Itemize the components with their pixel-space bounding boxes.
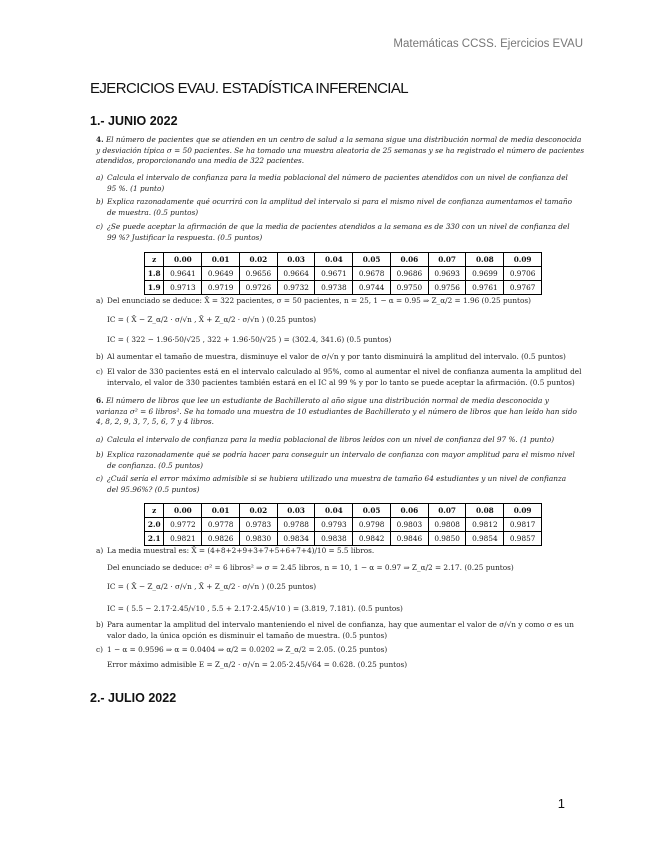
- table-header-cell: 0.01: [202, 504, 240, 518]
- table-z-cell: 1.8: [145, 267, 164, 281]
- question-label: b): [96, 197, 104, 206]
- table-cell: 0.9756: [428, 281, 466, 295]
- table-z-cell: 1.9: [145, 281, 164, 295]
- answer-label: a): [96, 296, 104, 305]
- table-header-cell: 0.08: [466, 504, 504, 518]
- page-number: 1: [557, 796, 565, 811]
- question-label: c): [96, 474, 103, 483]
- table-cell: 0.9783: [239, 518, 277, 532]
- table-cell: 0.9699: [466, 267, 504, 281]
- table-header-cell: 0.09: [504, 253, 542, 267]
- table-header-cell: 0.06: [390, 504, 428, 518]
- table-cell: 0.9641: [164, 267, 202, 281]
- table-header-cell: 0.03: [277, 504, 315, 518]
- table-header-cell: 0.07: [428, 253, 466, 267]
- table-header-cell: 0.01: [202, 253, 240, 267]
- question-label: b): [96, 450, 104, 459]
- table-row: [145, 281, 542, 295]
- table-header-cell: 0.05: [353, 504, 391, 518]
- table-cell: 0.9812: [466, 518, 504, 532]
- table-cell: 0.9798: [353, 518, 391, 532]
- table-cell: 0.9842: [353, 532, 391, 546]
- statement-line: El número de libros que lee un estudiante de Bachillerato al año sigue una distribución normal de media desconocida y: [105, 396, 549, 405]
- question-label: a): [96, 173, 104, 182]
- table-cell: 0.9738: [315, 281, 353, 295]
- table-cell: 0.9649: [202, 267, 240, 281]
- table-cell: 0.9678: [353, 267, 391, 281]
- table-cell: 0.9719: [202, 281, 240, 295]
- section-heading-julio: 2.- JULIO 2022: [90, 691, 177, 705]
- table-cell: 0.9834: [277, 532, 315, 546]
- answer-a-line: Del enunciado se deduce: X̄ = 322 pacientes, σ = 50 pacientes, n = 25, 1 − α = 0.95 ⇒ Z_α/2 = 1.96 (0.25 puntos): [107, 296, 531, 305]
- normal-distribution-table-2: [144, 503, 542, 546]
- table-cell: 0.9854: [466, 532, 504, 546]
- table-cell: 0.9744: [353, 281, 391, 295]
- statement-line: 4, 8, 2, 9, 3, 7, 5, 6, 7 y 4 libros.: [96, 417, 214, 426]
- question-c-line: 99 %? Justificar la respuesta. (0.5 puntos): [107, 232, 263, 242]
- answer-c-line: El valor de 330 pacientes está en el intervalo calculado al 95%, como al aumentar el nivel de confianza aumenta la amplitud del: [107, 367, 582, 376]
- section-heading-junio: 1.- JUNIO 2022: [90, 114, 178, 128]
- answer-a-line: Del enunciado se deduce: σ² = 6 libros² ⇒ σ = 2.45 libros, n = 10, 1 − α = 0.97 ⇒ Z_α/2 = 2.17. (0.25 puntos): [107, 563, 514, 572]
- question-b-line: de confianza. (0.5 puntos): [107, 460, 203, 470]
- table-cell: 0.9706: [504, 267, 542, 281]
- question-a-line: Calcula el intervalo de confianza para la media poblacional de libros leídos con un nivel de confianza del 97 %. (1 punto): [107, 435, 555, 444]
- document-title: EJERCICIOS EVAU. ESTADÍSTICA INFERENCIAL: [90, 80, 409, 97]
- table-cell: 0.9750: [390, 281, 428, 295]
- table-header-cell: 0.02: [239, 253, 277, 267]
- table-header-cell: 0.02: [239, 504, 277, 518]
- table-header-cell: 0.09: [504, 504, 542, 518]
- table-header-row: [145, 253, 542, 267]
- table-header-cell: 0.04: [315, 504, 353, 518]
- table-header-cell: z: [145, 253, 164, 267]
- table-cell: 0.9830: [239, 532, 277, 546]
- table-cell: 0.9793: [315, 518, 353, 532]
- table-cell: 0.9693: [428, 267, 466, 281]
- question-a-line: 95 %. (1 punto): [107, 183, 165, 193]
- table-cell: 0.9664: [277, 267, 315, 281]
- question-b-line: Explica razonadamente qué ocurrirá con la amplitud del intervalo si para el mismo nivel de confianza aumentamos el tamaño: [107, 197, 572, 206]
- answer-label: b): [96, 620, 104, 629]
- question-label: c): [96, 222, 103, 231]
- question-c-line: ¿Cuál sería el error máximo admisible si se hubiera utilizado una muestra de tamaño 64 estudiantes y un nivel de confianza: [107, 474, 567, 483]
- table-cell: 0.9821: [164, 532, 202, 546]
- table-header-cell: 0.07: [428, 504, 466, 518]
- answer-b-line: Para aumentar la amplitud del intervalo manteniendo el nivel de confianza, hay que aumentar el valor de σ/√n y como σ es un: [107, 620, 574, 629]
- table-row: [145, 518, 542, 532]
- table-cell: 0.9846: [390, 532, 428, 546]
- table-cell: 0.9761: [466, 281, 504, 295]
- table-cell: 0.9767: [504, 281, 542, 295]
- answer-c-line: Error máximo admisible E = Z_α/2 · σ/√n = 2.05·2.45/√64 = 0.628. (0.25 puntos): [107, 660, 408, 669]
- answer-a-formula: IC = ( 5.5 − 2.17·2.45/√10 , 5.5 + 2.17·2.45/√10 ) = (3.819, 7.181). (0.5 puntos): [107, 604, 403, 613]
- table-header-row: [145, 504, 542, 518]
- table-row: [145, 532, 542, 546]
- answer-a-formula: IC = ( X̄ − Z_α/2 · σ/√n , X̄ + Z_α/2 · σ/√n ) (0.25 puntos): [107, 582, 317, 591]
- table-cell: 0.9838: [315, 532, 353, 546]
- table-z-cell: 2.0: [145, 518, 164, 532]
- table-header-cell: 0.04: [315, 253, 353, 267]
- table-header-cell: 0.03: [277, 253, 315, 267]
- table-z-cell: 2.1: [145, 532, 164, 546]
- table-cell: 0.9656: [239, 267, 277, 281]
- question-b-line: Explica razonadamente qué se podría hacer para conseguir un intervalo de confianza con mayor amplitud para el mismo nivel: [107, 450, 575, 459]
- question-c-line: del 95.96%? (0.5 puntos): [107, 484, 200, 494]
- answer-label: b): [96, 352, 104, 361]
- question-b-line: de muestra. (0.5 puntos): [107, 207, 199, 217]
- table-header-cell: 0.00: [164, 504, 202, 518]
- table-cell: 0.9713: [164, 281, 202, 295]
- table-row: [145, 267, 542, 281]
- question-label: a): [96, 435, 104, 444]
- table-header-cell: 0.08: [466, 253, 504, 267]
- table-cell: 0.9817: [504, 518, 542, 532]
- answer-c-line: intervalo, el valor de 330 pacientes también estará en el IC al 99 % y por lo tanto se puede aceptar la afirmación. (0.5 puntos): [107, 377, 575, 387]
- table-header-cell: z: [145, 504, 164, 518]
- table-cell: 0.9850: [428, 532, 466, 546]
- normal-distribution-table-1: [144, 252, 542, 295]
- answer-c-line: 1 − α = 0.9596 ⇒ α = 0.0404 ⇒ α/2 = 0.0202 ⇒ Z_α/2 = 2.05. (0.25 puntos): [107, 645, 388, 654]
- answer-label: c): [96, 645, 103, 654]
- statement-line: atendidos, proporcionando una media de 322 pacientes.: [96, 156, 305, 165]
- exercise-number: 6.: [96, 396, 104, 405]
- table-cell: 0.9803: [390, 518, 428, 532]
- table-cell: 0.9808: [428, 518, 466, 532]
- table-cell: 0.9726: [239, 281, 277, 295]
- answer-b-line: Al aumentar el tamaño de muestra, disminuye el valor de σ/√n y por tanto disminuirá la amplitud del intervalo. (0.5 puntos): [107, 352, 566, 361]
- table-cell: 0.9732: [277, 281, 315, 295]
- table-cell: 0.9826: [202, 532, 240, 546]
- statement-line: varianza σ² = 6 libros². Se ha tomado una muestra de 10 estudiantes de Bachillerato y el número de libros que han leído han sido: [96, 406, 577, 416]
- question-c-line: ¿Se puede aceptar la afirmación de que la media de pacientes atendidos a la semana es de 330 con un nivel de confianza del: [107, 222, 570, 231]
- table-cell: 0.9671: [315, 267, 353, 281]
- table-cell: 0.9857: [504, 532, 542, 546]
- answer-a-line: La media muestral es: X̄ = (4+8+2+9+3+7+5+6+7+4)/10 = 5.5 libros.: [107, 546, 375, 555]
- question-a-line: Calcula el intervalo de confianza para la media poblacional del número de pacientes atendidos con un nivel de confianza del: [107, 173, 568, 182]
- table-header-cell: 0.00: [164, 253, 202, 267]
- answer-label: c): [96, 367, 103, 376]
- page-header: Matemáticas CCSS. Ejercicios EVAU: [393, 38, 583, 50]
- answer-a-formula: IC = ( X̄ − Z_α/2 · σ/√n , X̄ + Z_α/2 · σ/√n ) (0.25 puntos): [107, 315, 317, 324]
- table-cell: 0.9788: [277, 518, 315, 532]
- exercise-number: 4.: [96, 135, 104, 144]
- answer-a-formula: IC = ( 322 − 1.96·50/√25 , 322 + 1.96·50/√25 ) = (302.4, 341.6) (0.5 puntos): [107, 335, 392, 344]
- answer-b-line: valor dado, la única opción es disminuir el tamaño de muestra. (0.5 puntos): [107, 631, 388, 640]
- table-cell: 0.9772: [164, 518, 202, 532]
- statement-line: y desviación típica σ = 50 pacientes. Se ha tomado una muestra aleatoria de 25 semanas y se ha registrado el número de pacientes: [96, 145, 585, 155]
- table-cell: 0.9686: [390, 267, 428, 281]
- statement-line: El número de pacientes que se atienden en un centro de salud a la semana sigue una distribución normal de media desconocida: [105, 135, 582, 144]
- table-header-cell: 0.05: [353, 253, 391, 267]
- table-header-cell: 0.06: [390, 253, 428, 267]
- answer-label: a): [96, 546, 104, 555]
- table-cell: 0.9778: [202, 518, 240, 532]
